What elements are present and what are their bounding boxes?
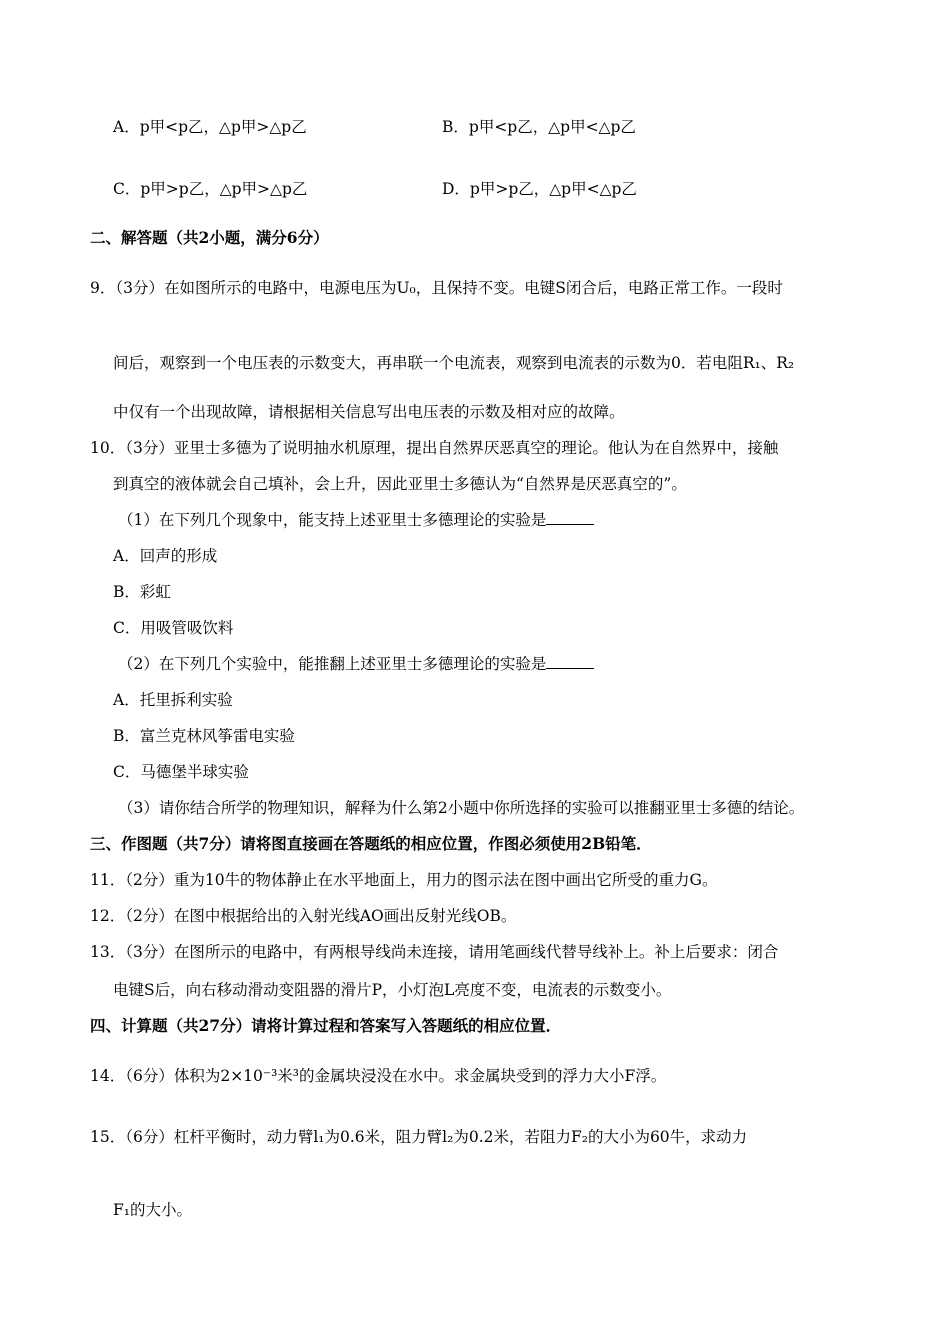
q10-sub3: （3）请你结合所学的物理知识，解释为什么第2小题中你所选择的实验可以推翻亚里士多德的结论。 <box>118 799 805 817</box>
section-4-heading: 四、计算题（共27分）请将计算过程和答案写入答题纸的相应位置． <box>90 1016 562 1035</box>
q10-sub2-text: （2）在下列几个实验中，能推翻上述亚里士多德理论的实验是 <box>118 655 547 673</box>
q10-sub1-text: （1）在下列几个现象中，能支持上述亚里士多德理论的实验是 <box>118 511 547 529</box>
answer-blank[interactable] <box>546 510 594 525</box>
q10-sub1-option-c: C．用吸管吸饮料 <box>113 619 234 637</box>
q10-sub2-option-b: B．富兰克林风筝雷电实验 <box>113 727 295 745</box>
q9-line-1: 9．（3分）在如图所示的电路中，电源电压为U₀，且保持不变。电键S闭合后，电路正常工作。一段时 <box>90 279 783 297</box>
q13-line-1: 13．（3分）在图所示的电路中，有两根导线尚未连接，请用笔画线代替导线补上。补上后要求：闭合 <box>90 943 779 961</box>
q13-line-2: 电键S后，向右移动滑动变阻器的滑片P，小灯泡L亮度不变，电流表的示数变小。 <box>113 981 672 999</box>
q10-line-1: 10．（3分）亚里士多德为了说明抽水机原理，提出自然界厌恶真空的理论。他认为在自然界中，接触 <box>90 439 779 457</box>
q8-option-d: D．p甲>p乙，△p甲<△p乙 <box>442 180 637 198</box>
q8-option-b: B．p甲<p乙，△p甲<△p乙 <box>442 118 636 136</box>
q10-sub1-option-b: B．彩虹 <box>113 583 171 601</box>
q8-option-c: C．p甲>p乙，△p甲>△p乙 <box>113 180 308 198</box>
q15-line-1: 15．（6分）杠杆平衡时，动力臂l₁为0.6米，阻力臂l₂为0.2米，若阻力F₂的大小为60牛，求动力 <box>90 1128 748 1146</box>
q10-sub1 <box>118 510 594 530</box>
q12: 12．（2分）在图中根据给出的入射光线AO画出反射光线OB。 <box>90 907 517 925</box>
section-3-heading: 三、作图题（共7分）请将图直接画在答题纸的相应位置，作图必须使用2B铅笔． <box>90 834 652 853</box>
section-2-heading: 二、解答题（共2小题，满分6分） <box>90 228 329 247</box>
q10-sub1-option-a: A．回声的形成 <box>113 547 218 565</box>
q10-line-2: 到真空的液体就会自己填补，会上升，因此亚里士多德认为“自然界是厌恶真空的”。 <box>113 475 687 493</box>
q10-sub2-option-c: C．马德堡半球实验 <box>113 763 249 781</box>
q15-line-2: F₁的大小。 <box>113 1201 192 1219</box>
q10-sub2 <box>118 654 594 674</box>
q8-option-a: A．p甲<p乙，△p甲>△p乙 <box>113 118 307 136</box>
answer-blank[interactable] <box>546 654 594 669</box>
q10-sub2-option-a: A．托里拆利实验 <box>113 691 233 709</box>
q9-line-2: 间后，观察到一个电压表的示数变大，再串联一个电流表，观察到电流表的示数为0．若电阻R₁、R₂ <box>113 354 795 372</box>
q11: 11．（2分）重为10牛的物体静止在水平地面上，用力的图示法在图中画出它所受的重力G。 <box>90 871 718 889</box>
q9-line-3: 中仅有一个出现故障，请根据相关信息写出电压表的示数及相对应的故障。 <box>113 403 625 421</box>
q14: 14．（6分）体积为2×10⁻³米³的金属块浸没在水中。求金属块受到的浮力大小F浮。 <box>90 1067 667 1085</box>
